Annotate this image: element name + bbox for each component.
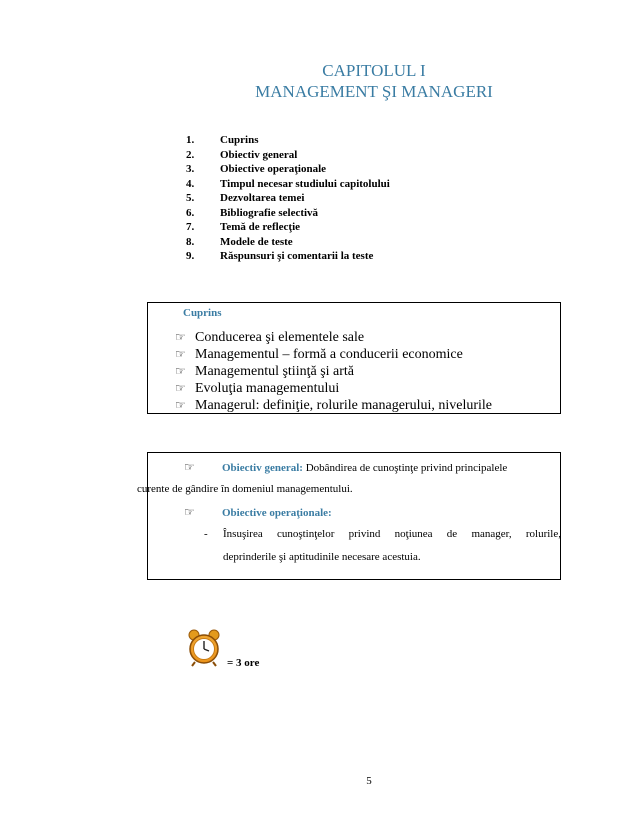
toc-item	[186, 206, 390, 221]
pointing-hand-icon: ☞	[175, 364, 186, 378]
list-item	[175, 380, 492, 397]
operational-objectives-label: Obiective operaţionale:	[222, 507, 332, 519]
contents-item-label: Evoluţia managementului	[195, 381, 340, 396]
list-item	[175, 397, 492, 414]
pointing-hand-icon: ☞	[184, 460, 195, 474]
toc-item	[186, 191, 390, 206]
general-objective-text: Dobândirea de cunoştinţe privind principalele	[305, 462, 508, 474]
study-time-label: = 3 ore	[227, 657, 260, 669]
toc-item	[186, 249, 390, 264]
toc-label: Răspunsuri şi comentarii la teste	[220, 250, 374, 262]
toc-number: 8.	[186, 235, 195, 248]
operational-dash: -	[204, 528, 208, 540]
operational-objective-continuation: deprinderile şi aptitudinile necesare acestuia.	[223, 551, 421, 563]
table-of-contents	[186, 133, 390, 264]
toc-label: Bibliografie selectivă	[220, 206, 319, 219]
list-item	[175, 363, 492, 380]
operational-objective-text: Însuşirea cunoştinţelor privind noţiunea de manager, rolurile,	[223, 528, 561, 540]
pointing-hand-icon: ☞	[175, 347, 186, 361]
operational-objectives-line	[184, 505, 332, 520]
toc-number: 4.	[186, 177, 195, 190]
general-objective-continuation: curente de gândire în domeniul managementului.	[137, 483, 353, 495]
chapter-title: MANAGEMENT ŞI MANAGERI	[255, 82, 493, 101]
toc-label: Dezvoltarea temei	[220, 192, 305, 204]
toc-label: Timpul necesar studiului capitolului	[220, 177, 390, 190]
toc-label: Obiective operaţionale	[220, 163, 327, 175]
list-item	[175, 346, 492, 363]
toc-number: 1.	[186, 134, 195, 146]
toc-number: 9.	[186, 250, 195, 262]
toc-number: 3.	[186, 163, 195, 175]
toc-item	[186, 220, 390, 235]
toc-item	[186, 177, 390, 192]
toc-label: Cuprins	[220, 134, 259, 146]
toc-item	[186, 133, 390, 148]
toc-label: Temă de reflecţie	[220, 221, 301, 233]
pointing-hand-icon: ☞	[175, 398, 186, 412]
toc-item	[186, 148, 390, 163]
contents-item-label: Managementul ştiinţă şi artă	[195, 364, 355, 379]
contents-item-label: Conducerea şi elementele sale	[195, 330, 365, 345]
page-number: 5	[366, 775, 372, 787]
contents-heading: Cuprins	[183, 307, 222, 319]
toc-item	[186, 235, 390, 250]
pointing-hand-icon: ☞	[175, 381, 186, 395]
toc-label: Modele de teste	[220, 235, 293, 248]
toc-number: 7.	[186, 221, 195, 233]
toc-number: 5.	[186, 192, 195, 204]
chapter-number: CAPITOLUL I	[322, 61, 426, 80]
pointing-hand-icon: ☞	[184, 505, 195, 519]
list-item	[175, 329, 492, 346]
pointing-hand-icon: ☞	[175, 330, 186, 344]
contents-item-label: Managementul – formă a conducerii economice	[195, 347, 463, 362]
toc-item	[186, 162, 390, 177]
contents-box	[147, 302, 561, 414]
contents-item-label: Managerul: definiţie, rolurile managerului, nivelurile	[195, 398, 493, 413]
toc-label: Obiectiv general	[220, 148, 298, 161]
general-objective-line	[184, 460, 562, 475]
general-objective-label: Obiectiv general:	[222, 462, 303, 474]
toc-number: 2.	[186, 148, 195, 161]
contents-list	[175, 329, 492, 414]
toc-number: 6.	[186, 206, 195, 219]
alarm-clock-icon	[186, 629, 222, 667]
